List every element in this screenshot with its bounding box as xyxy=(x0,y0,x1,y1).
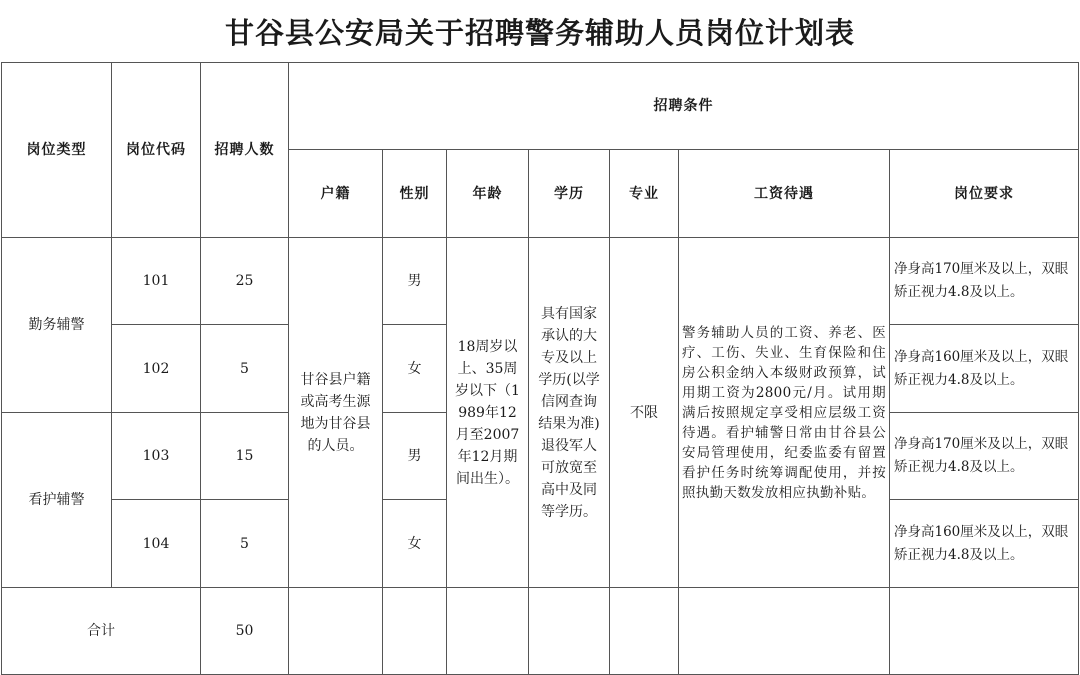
hukou-cell: 甘谷县户籍或高考生源地为甘谷县的人员。 xyxy=(289,238,383,588)
recruit-count-cell: 5 xyxy=(201,325,289,413)
page-title: 甘谷县公安局关于招聘警务辅助人员岗位计划表 xyxy=(224,15,855,50)
header-post-type: 岗位类型 xyxy=(2,63,112,238)
header-conditions: 招聘条件 xyxy=(289,63,1079,150)
header-recruit-count: 招聘人数 xyxy=(201,63,289,238)
empty-cell xyxy=(289,588,383,675)
header-post-code: 岗位代码 xyxy=(112,63,201,238)
header-major: 专业 xyxy=(610,150,679,238)
requirement-cell: 净身高160厘米及以上，双眼矫正视力4.8及以上。 xyxy=(890,325,1079,413)
recruit-count-cell: 5 xyxy=(201,500,289,588)
requirement-cell: 净身高170厘米及以上，双眼矫正视力4.8及以上。 xyxy=(890,238,1079,325)
header-salary: 工资待遇 xyxy=(679,150,890,238)
header-gender: 性别 xyxy=(383,150,447,238)
major-cell: 不限 xyxy=(610,238,679,588)
empty-cell xyxy=(890,588,1079,675)
post-type-cell: 勤务辅警 xyxy=(2,238,112,413)
header-requirements: 岗位要求 xyxy=(890,150,1079,238)
total-count: 50 xyxy=(201,588,289,675)
post-code-cell: 103 xyxy=(112,413,201,500)
age-cell: 18周岁以上、35周岁以下（1989年12月至2007年12月期间出生）。 xyxy=(447,238,529,588)
empty-cell xyxy=(529,588,610,675)
gender-cell: 女 xyxy=(383,325,447,413)
requirement-cell: 净身高160厘米及以上，双眼矫正视力4.8及以上。 xyxy=(890,500,1079,588)
recruitment-plan-table xyxy=(1,62,1079,675)
post-code-cell: 104 xyxy=(112,500,201,588)
post-code-cell: 101 xyxy=(112,238,201,325)
empty-cell xyxy=(383,588,447,675)
total-label: 合计 xyxy=(2,588,201,675)
header-hukou: 户籍 xyxy=(289,150,383,238)
gender-cell: 男 xyxy=(383,238,447,325)
empty-cell xyxy=(610,588,679,675)
header-education: 学历 xyxy=(529,150,610,238)
total-row xyxy=(2,588,1079,675)
recruit-count-cell: 15 xyxy=(201,413,289,500)
requirement-cell: 净身高170厘米及以上，双眼矫正视力4.8及以上。 xyxy=(890,413,1079,500)
post-type-cell: 看护辅警 xyxy=(2,413,112,588)
header-age: 年龄 xyxy=(447,150,529,238)
empty-cell xyxy=(679,588,890,675)
empty-cell xyxy=(447,588,529,675)
recruit-count-cell: 25 xyxy=(201,238,289,325)
education-cell: 具有国家承认的大专及以上学历(以学信网查询结果为准)退役军人可放宽至高中及同等学历。 xyxy=(529,238,610,588)
salary-cell: 警务辅助人员的工资、养老、医疗、工伤、失业、生育保险和住房公积金纳入本级财政预算，试用期工资为2800元/月。试用期满后按照规定享受相应层级工资待遇。看护辅警日常由甘谷县公安局管理使用，纪委监委有留置看护任务时统筹调配使用，并按照执勤天数发放相应执勤补贴。 xyxy=(679,238,890,588)
post-code-cell: 102 xyxy=(112,325,201,413)
table-row xyxy=(2,238,1079,325)
gender-cell: 女 xyxy=(383,500,447,588)
gender-cell: 男 xyxy=(383,413,447,500)
